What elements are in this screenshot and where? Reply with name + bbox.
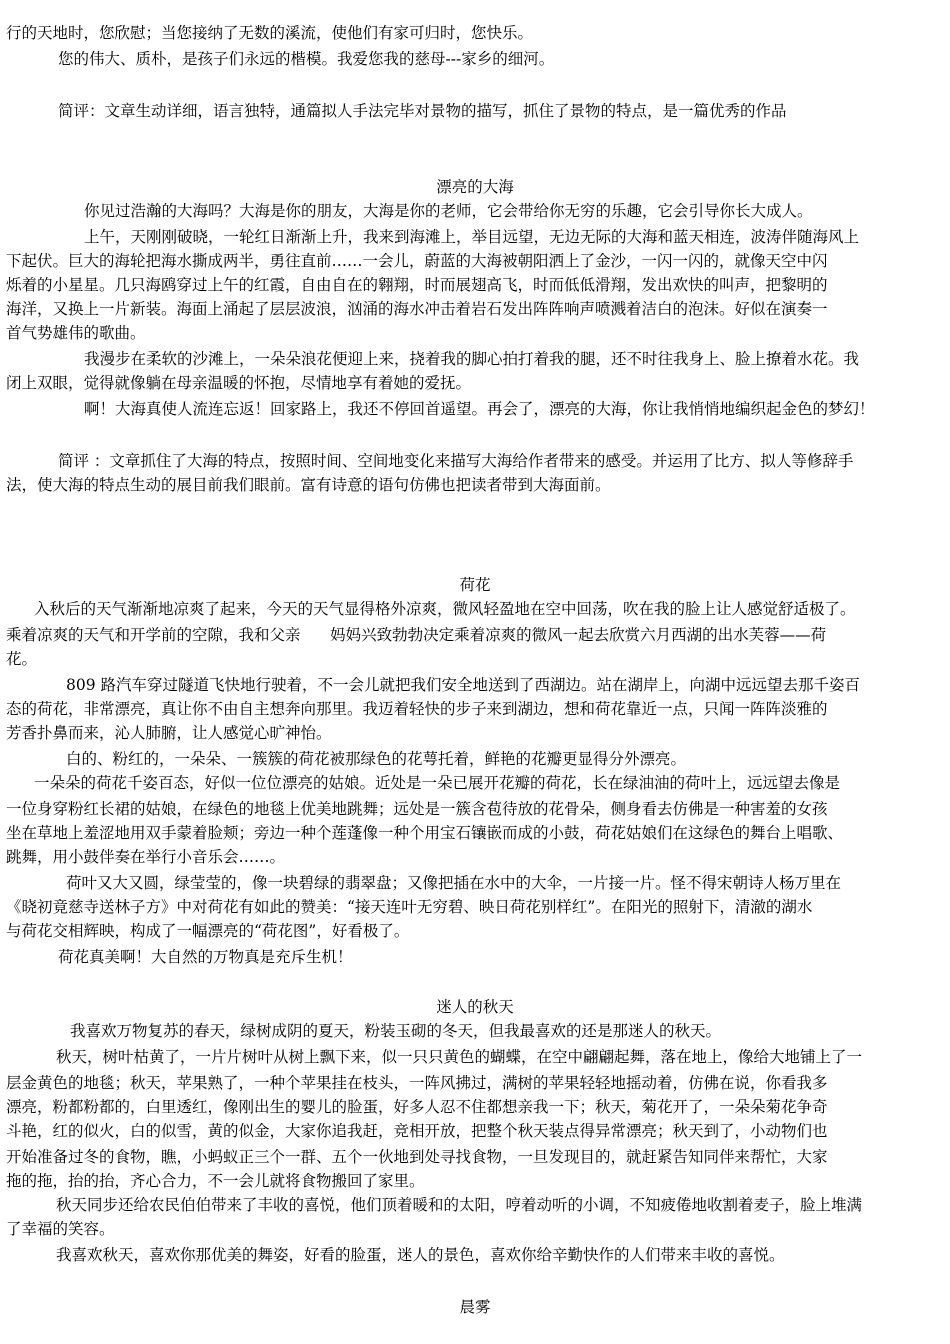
paragraph-line: 开始准备过冬的食物，瞧，小蚂蚁正三个一群、五个一伙地到处寻找食物，一旦发现目的，就赶紧告知同伴来帮忙，大家 <box>6 1148 828 1166</box>
paragraph-line: 花。 <box>6 650 38 668</box>
paragraph-line: 与荷花交相辉映，构成了一幅漂亮的“荷花图”，好看极了。 <box>6 922 410 940</box>
paragraph-line: 荷叶又大又圆，绿莹莹的，像一块碧绿的翡翠盘；又像把插在水中的大伞，一片接一片。怪不得宋朝诗人杨万里在 <box>66 874 842 892</box>
comment-line: 简评：文章生动详细，语言独特，通篇拟人手法完毕对景物的描写，抓住了景物的特点，是一篇优秀的作品 <box>58 102 787 120</box>
paragraph-line: 下起伏。巨大的海轮把海水撕成两半，勇往直前……一会儿，蔚蓝的大海被朝阳洒上了金沙，一闪一闪的，就像天空中闪 <box>6 252 828 270</box>
paragraph-line: 秋天，树叶枯黄了，一片片树叶从树上飘下来，似一只只黄色的蝴蝶，在空中翩翩起舞，落在地上，像给大地铺上了一 <box>56 1048 863 1066</box>
essay-title-lotus: 荷花 <box>459 576 491 594</box>
paragraph-line: 行的天地时，您欣慰；当您接纳了无数的溪流，使他们有家可归时，您快乐。 <box>6 24 534 42</box>
paragraph-line: 809 路汽车穿过隧道飞快地行驶着，不一会儿就把我们安全地送到了西湖边。站在湖岸上，向湖中远远望去那千姿百 <box>66 676 861 694</box>
paragraph-line: 跳舞，用小鼓伴奏在举行小音乐会……。 <box>6 848 286 866</box>
paragraph-line: 我喜欢秋天，喜欢你那优美的舞姿，好看的脸蛋，迷人的景色，喜欢你给辛勤快作的人们带来丰收的喜悦。 <box>56 1246 785 1264</box>
paragraph-line: 首气势雄伟的歌曲。 <box>6 324 146 342</box>
paragraph-line: 《晓初竟慈寺送林子方》中对荷花有如此的赞美：“接天连叶无穷碧、映日荷花别样红”。在阳光的照射下，清澈的湖水 <box>6 898 813 916</box>
paragraph-line: 您的伟大、质朴，是孩子们永远的楷模。我爱您我的慈母---家乡的细河。 <box>58 50 555 68</box>
paragraph-line: 我喜欢万物复苏的春天，绿树成阴的夏天，粉装玉砌的冬天，但我最喜欢的还是那迷人的秋天。 <box>70 1022 722 1040</box>
paragraph-line: 乘着凉爽的天气和开学前的空隙，我和父亲 妈妈兴致勃勃决定乘着凉爽的微风一起去欣赏六月西湖的出水芙蓉——荷 <box>6 626 827 644</box>
comment-line: 法，使大海的特点生动的展目前我们眼前。富有诗意的语句仿佛也把读者带到大海面前。 <box>6 476 611 494</box>
paragraph-line: 坐在草地上羞涩地用双手蒙着脸颊；旁边一种个莲蓬像一种个用宝石镶嵌而成的小鼓，荷花姑娘们在这绿色的舞台上唱歌、 <box>6 824 844 842</box>
essay-title-autumn: 迷人的秋天 <box>436 998 514 1016</box>
paragraph-line: 漂亮，粉都粉都的，白里透红，像刚出生的婴儿的脸蛋，好多人忍不住都想亲我一下；秋天，菊花开了，一朵朵菊花争奇 <box>6 1098 828 1116</box>
paragraph-line: 秋天同步还给农民伯伯带来了丰收的喜悦，他们顶着暖和的太阳，哼着动听的小调，不知疲倦地收割着麦子，脸上堆满 <box>56 1196 863 1214</box>
paragraph-line: 芳香扑鼻而来，沁人肺腑，让人感觉心旷神怡。 <box>6 724 332 742</box>
paragraph-line: 斗艳，红的似火，白的似雪，黄的似金，大家你追我赶，竞相开放，把整个秋天装点得异常漂亮；秋天到了，小动物们也 <box>6 1122 828 1140</box>
paragraph-line: 烁着的小星星。几只海鸥穿过上午的红霞，自由自在的翱翔，时而展翅高飞，时而低低滑翔，发出欢快的叫声，把黎明的 <box>6 276 828 294</box>
paragraph-line: 啊！大海真使人流连忘返！回家路上，我还不停回首遥望。再会了，漂亮的大海，你让我悄悄地编织起金色的梦幻！ <box>84 400 875 418</box>
paragraph-line: 闭上双眼，觉得就像躺在母亲温暖的怀抱，尽情地享有着她的爱抚。 <box>6 374 472 392</box>
essay-title-fog: 晨雾 <box>459 1298 491 1316</box>
paragraph-line: 态的荷花，非常漂亮，真让你不由自主想奔向那里。我迈着轻快的步子来到湖边，想和荷花靠近一点，只闻一阵阵淡雅的 <box>6 700 828 718</box>
paragraph-line: 白的、粉红的，一朵朵、一簇簇的荷花被那绿色的花萼托着，鲜艳的花瓣更显得分外漂亮。 <box>66 750 687 768</box>
paragraph-line: 一朵朵的荷花千姿百态，好似一位位漂亮的姑娘。近处是一朵已展开花瓣的荷花，长在绿油油的荷叶上，远远望去像是 <box>34 774 841 792</box>
paragraph-line: 我漫步在柔软的沙滩上，一朵朵浪花便迎上来，挠着我的脚心拍打着我的腿，还不时往我身上、脸上撩着水花。我 <box>84 350 860 368</box>
paragraph-line: 层金黄色的地毯；秋天，苹果熟了，一种个苹果挂在枝头，一阵风拂过，满树的苹果轻轻地摇动着，仿佛在说，你看我多 <box>6 1074 828 1092</box>
essay-title-sea: 漂亮的大海 <box>436 178 514 196</box>
paragraph-line: 你见过浩瀚的大海吗？大海是你的朋友，大海是你的老师，它会带给你无穷的乐趣，它会引导你长大成人。 <box>84 202 813 220</box>
paragraph-line: 荷花真美啊！大自然的万物真是充斥生机！ <box>58 948 353 966</box>
paragraph-line: 一位身穿粉红长裙的姑娘，在绿色的地毯上优美地跳舞；远处是一簇含苞待放的花骨朵，侧身看去仿佛是一种害羞的女孩 <box>6 800 828 818</box>
paragraph-line: 了幸福的笑容。 <box>6 1220 115 1238</box>
comment-line: 简评 ：文章抓住了大海的特点，按照时间、空间地变化来描写大海给作者带来的感受。并运用了比方、拟人等修辞手 <box>58 452 854 470</box>
paragraph-line: 上午，天刚刚破晓，一轮红日渐渐上升，我来到海滩上，举目远望，无边无际的大海和蓝天相连，波涛伴随海风上 <box>84 228 860 246</box>
paragraph-line: 海洋，又换上一片新装。海面上涌起了层层波浪，汹涌的海水冲击着岩石发出阵阵响声喷溅着洁白的泡沫。好似在演奏一 <box>6 300 828 318</box>
paragraph-line: 入秋后的天气渐渐地凉爽了起来，今天的天气显得格外凉爽，微风轻盈地在空中回荡，吹在我的脸上让人感觉舒适极了。 <box>34 600 856 618</box>
paragraph-line: 拖的拖，抬的抬，齐心合力，不一会儿就将食物搬回了家里。 <box>6 1172 425 1190</box>
